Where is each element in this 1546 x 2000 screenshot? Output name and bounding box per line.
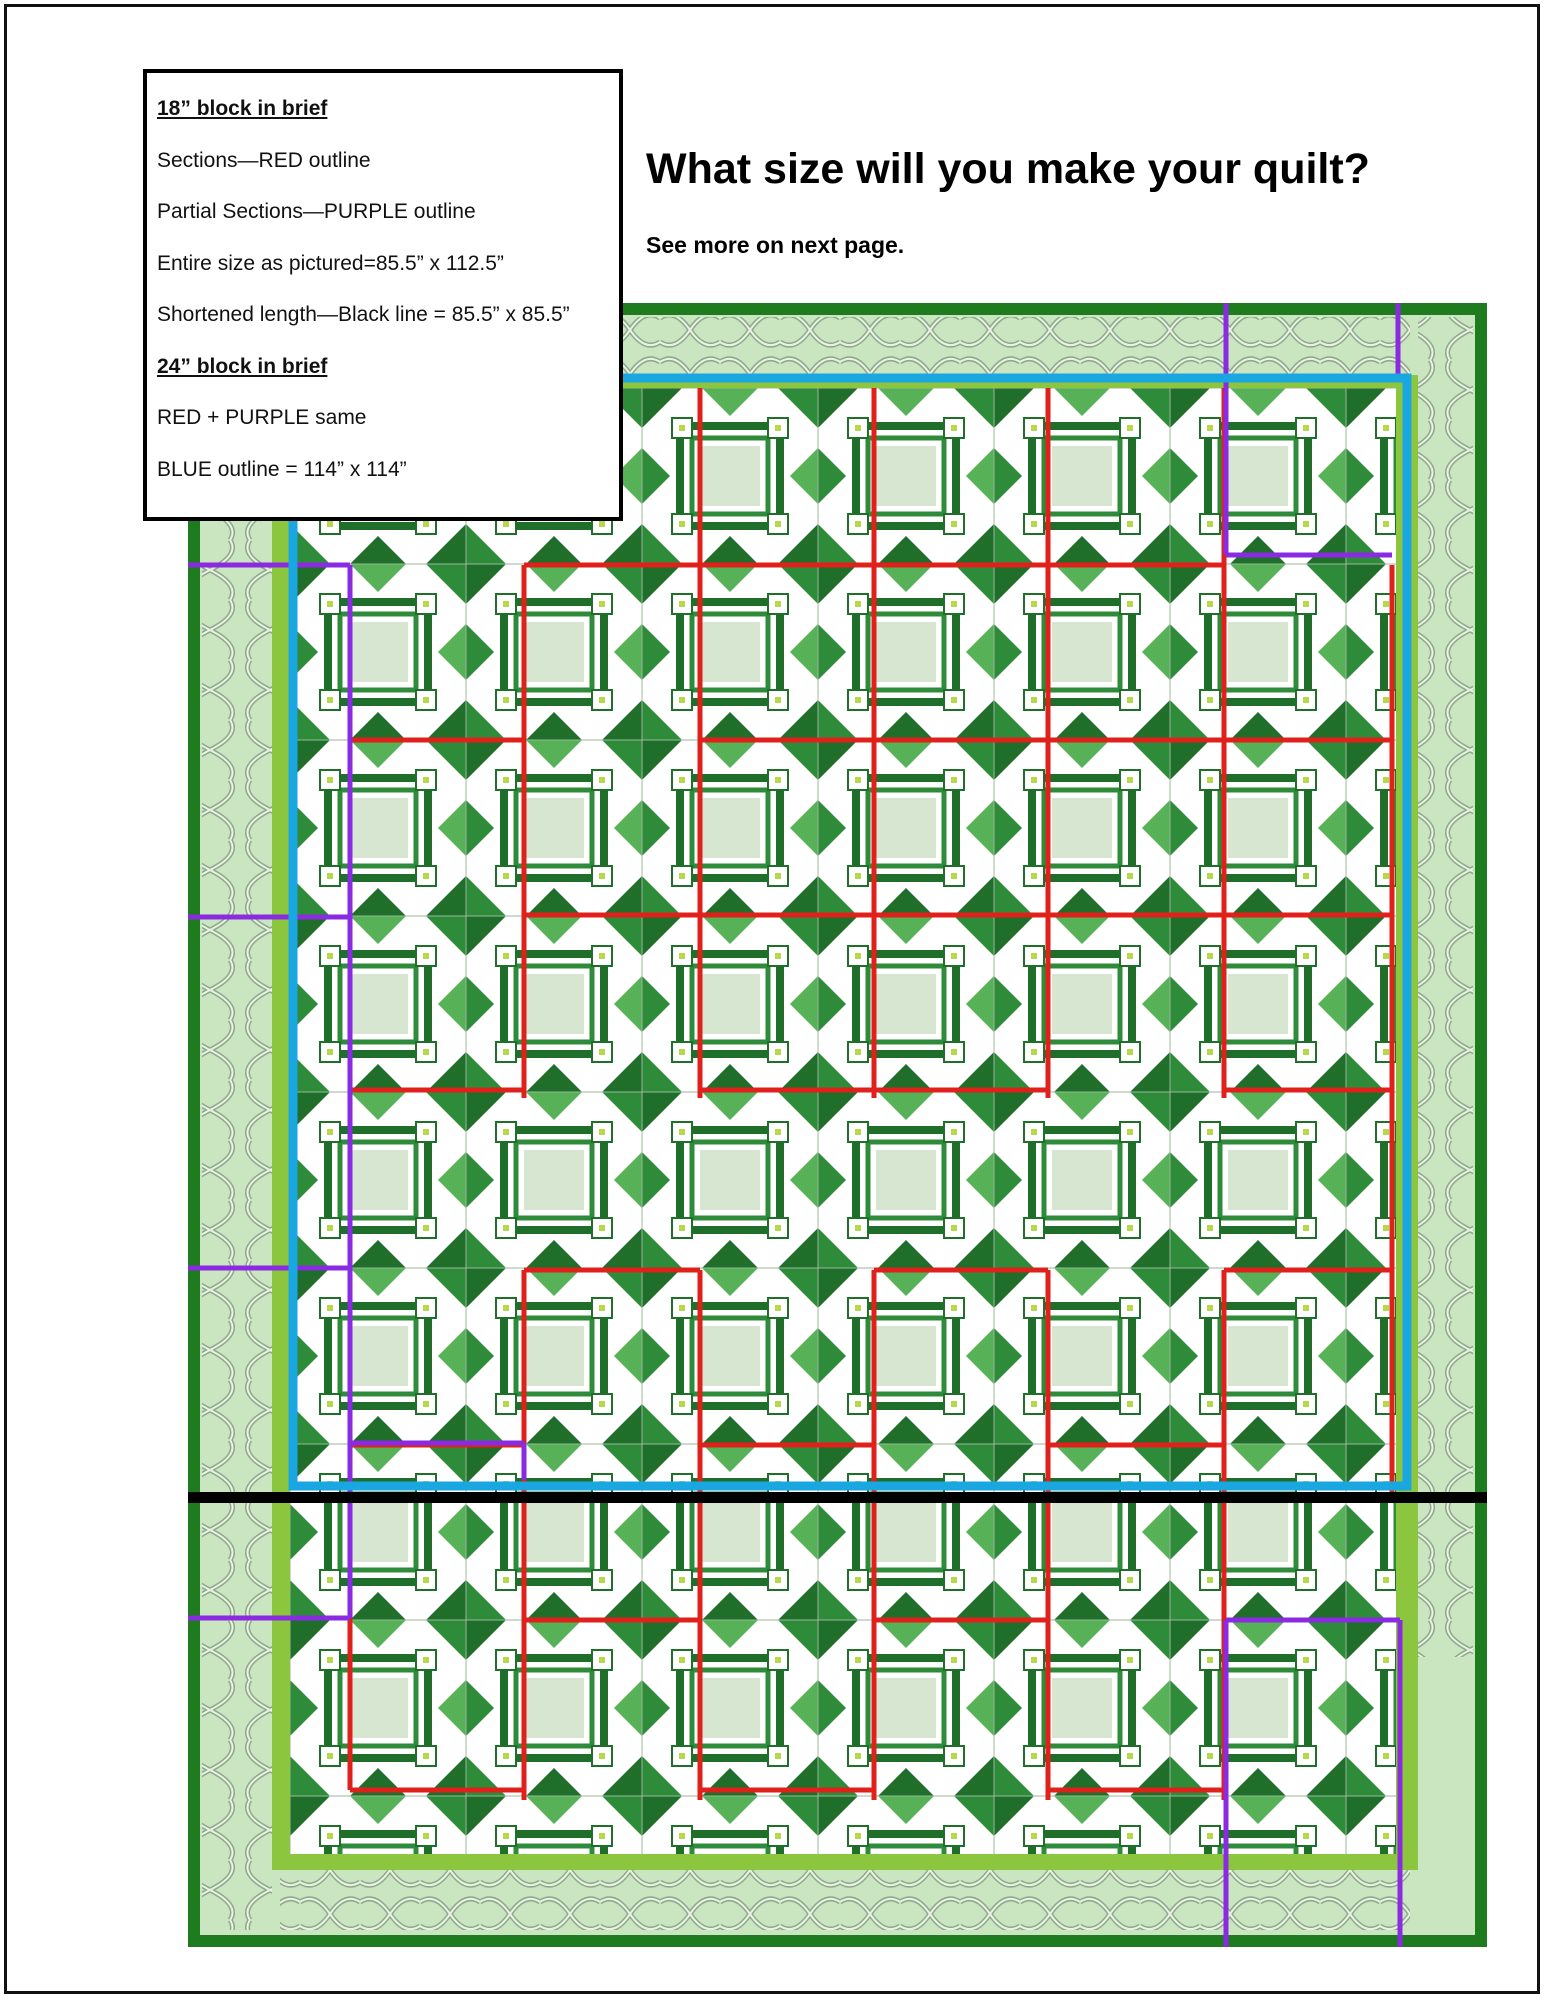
legend-sections-red: Sections—RED outline — [157, 148, 371, 172]
legend-blue-outline: BLUE outline = 114” x 114” — [157, 457, 407, 481]
celtic-border-top — [620, 317, 1410, 375]
celtic-border-right — [1418, 317, 1473, 1657]
quilt-blocks — [290, 388, 1396, 1854]
celtic-border-bottom — [280, 1870, 1410, 1930]
black-shortened-length-line — [188, 1492, 1487, 1503]
legend-box — [143, 69, 623, 521]
legend-heading-24-inch: 24” block in brief — [157, 354, 328, 378]
celtic-border-left — [202, 520, 272, 1930]
legend-shortened-length: Shortened length—Black line = 85.5” x 85.5” — [157, 303, 570, 326]
legend-heading-18-inch: 18” block in brief — [157, 97, 328, 120]
legend-entire-size: Entire size as pictured=85.5” x 112.5” — [157, 251, 504, 275]
page-title: What size will you make your quilt? — [646, 145, 1370, 193]
legend-red-purple-same: RED + PURPLE same — [157, 406, 367, 429]
page-subtitle: See more on next page. — [646, 232, 905, 258]
legend-partial-sections-purple: Partial Sections—PURPLE outline — [157, 200, 476, 223]
